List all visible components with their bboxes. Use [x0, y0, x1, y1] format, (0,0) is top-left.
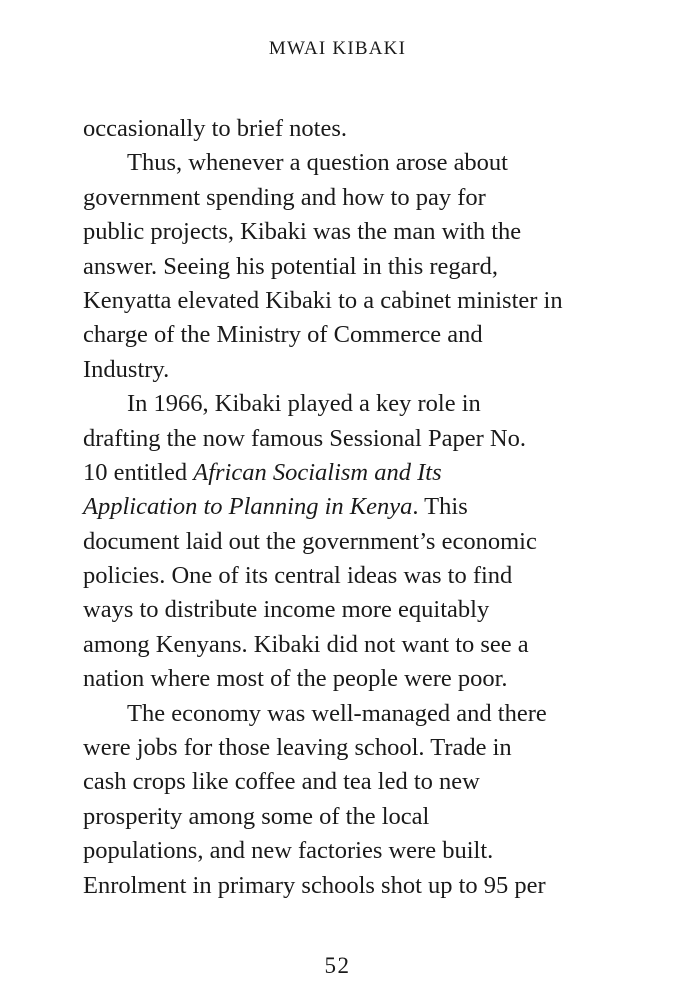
text-span: ways to distribute income more equitably — [83, 596, 490, 624]
paragraph-first-line — [83, 697, 603, 731]
text-span: 10 entitled — [83, 458, 194, 486]
text-span: In 1966, Kibaki played a key role in — [127, 390, 481, 418]
text-line — [83, 353, 603, 387]
text-span: charge of the Ministry of Commerce and — [83, 321, 483, 349]
text-span: nation where most of the people were poor. — [83, 665, 508, 693]
text-line — [83, 800, 603, 834]
text-span: occasionally to brief notes. — [83, 115, 347, 142]
text-line — [83, 869, 603, 903]
text-span: cash crops like coffee and tea led to new — [83, 768, 480, 796]
paragraph-first-line — [83, 146, 603, 180]
paragraph-first-line — [83, 387, 603, 421]
text-line — [83, 490, 603, 524]
text-span: populations, and new factories were built. — [83, 837, 494, 865]
text-span: were jobs for those leaving school. Trade in — [83, 734, 512, 762]
text-line — [83, 456, 603, 490]
text-span: policies. One of its central ideas was to find — [83, 562, 513, 590]
text-line — [83, 215, 603, 249]
text-span: The economy was well-managed and there — [127, 699, 547, 727]
text-span: Thus, whenever a question arose about — [127, 149, 508, 177]
text-line — [83, 250, 603, 284]
text-span: Industry. — [83, 355, 170, 383]
text-line — [83, 559, 603, 593]
text-span: answer. Seeing his potential in this regard, — [83, 252, 499, 280]
text-line — [83, 593, 603, 627]
text-line — [83, 422, 603, 456]
text-span: drafting the now famous Sessional Paper No. — [83, 424, 526, 452]
italic-title-span: Application to Planning in Kenya — [83, 493, 413, 521]
text-line — [83, 731, 603, 765]
text-line — [83, 765, 603, 799]
text-span: . This — [412, 493, 468, 521]
page-number: 52 — [324, 953, 351, 978]
running-head: MWAI KIBAKI — [268, 38, 407, 59]
text-span: document laid out the government’s economic — [83, 527, 537, 555]
text-line — [83, 112, 603, 146]
body-text — [83, 112, 603, 903]
text-span: public projects, Kibaki was the man with the — [83, 218, 522, 246]
text-line — [83, 628, 603, 662]
text-span: Kenyatta elevated Kibaki to a cabinet minister in — [83, 286, 563, 314]
text-span: government spending and how to pay for — [83, 183, 486, 211]
text-span: among Kenyans. Kibaki did not want to see a — [83, 630, 529, 658]
text-span: prosperity among some of the local — [83, 802, 430, 830]
text-line — [83, 318, 603, 352]
text-line — [83, 525, 603, 559]
text-line — [83, 284, 603, 318]
italic-title-span: African Socialism and Its — [193, 458, 442, 486]
text-span: Enrolment in primary schools shot up to 95 per — [83, 871, 546, 899]
text-line — [83, 181, 603, 215]
text-line — [83, 662, 603, 696]
text-line — [83, 834, 603, 868]
